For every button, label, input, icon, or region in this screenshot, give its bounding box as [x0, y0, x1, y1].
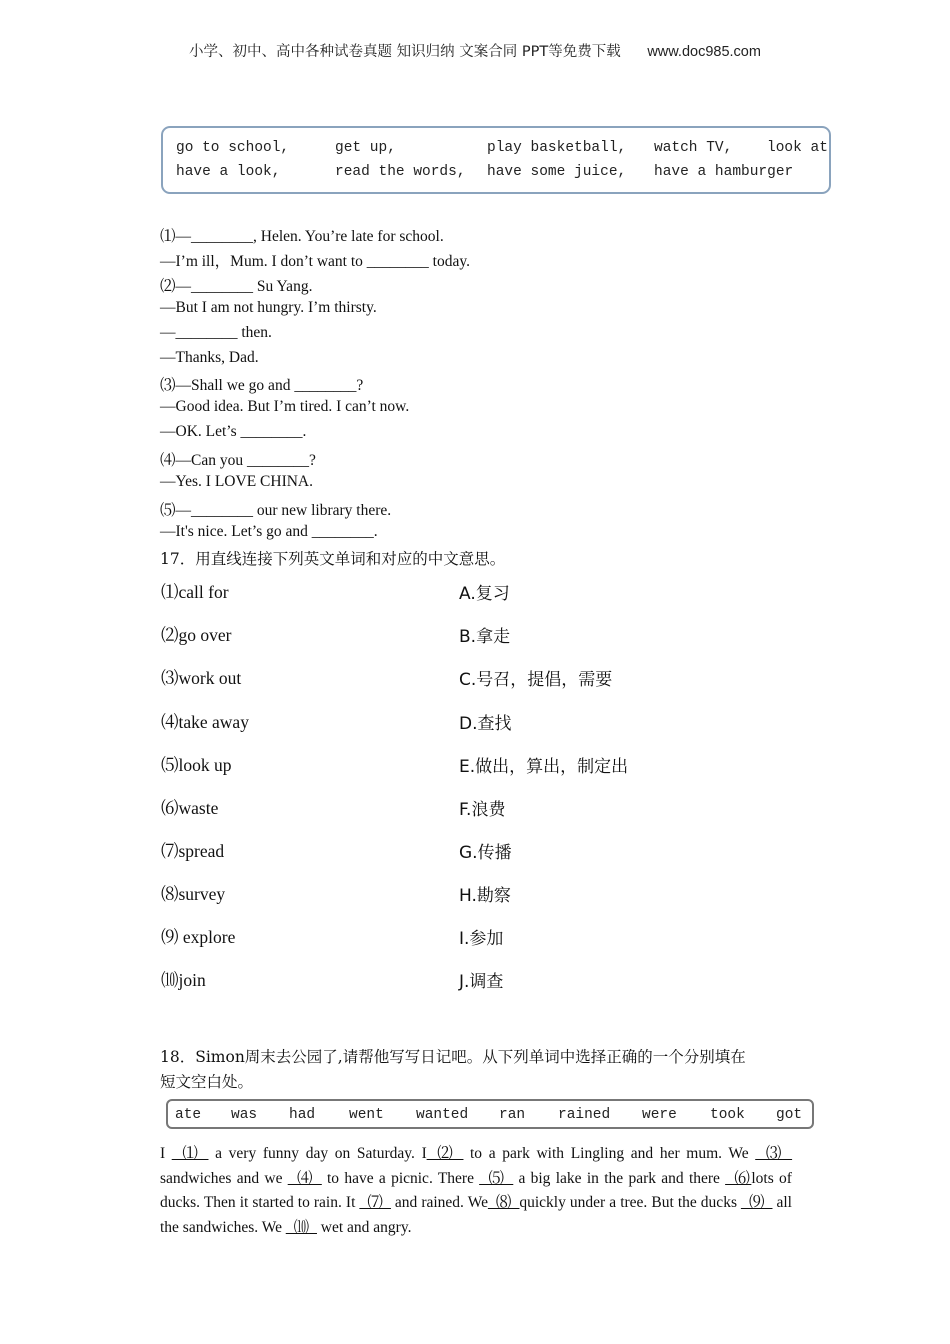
word-bank-item: have some juice, — [487, 164, 627, 180]
passage-text: a big lake in the park and there — [513, 1169, 726, 1187]
match-right-item: H.勘察 — [459, 886, 511, 906]
word-bank-box — [161, 126, 831, 194]
blank-5[interactable]: _⑸_ — [479, 1169, 514, 1187]
word-choice-item: wanted — [416, 1107, 469, 1123]
dialogue-line: —Good idea. But I’m tired. I can’t now. — [160, 398, 410, 415]
word-bank-item: get up, — [335, 140, 396, 156]
passage-text: all the sandwiches. We — [160, 1194, 792, 1237]
word-bank-item: have a hamburger — [654, 164, 794, 180]
match-right-item: C.号召，提倡，需要 — [459, 670, 613, 690]
question-18-title-line2: 短文空白处。 — [160, 1073, 254, 1091]
word-bank-item: have a look, — [176, 164, 281, 180]
dialogue-line: —Thanks, Dad. — [160, 349, 259, 366]
blank-7[interactable]: _⑺_ — [359, 1194, 391, 1212]
word-choice-item: took — [710, 1107, 745, 1123]
word-choice-item: was — [231, 1107, 258, 1123]
header-site-link[interactable]: www.doc985.com — [647, 44, 761, 60]
word-bank-item: play basketball, — [487, 140, 627, 156]
match-right-item: F.浪费 — [459, 800, 506, 820]
dialogue-line: —________ then. — [160, 324, 272, 341]
word-choice-item: ran — [499, 1107, 526, 1123]
match-right-item: D.查找 — [459, 714, 512, 734]
passage-text: I — [160, 1145, 172, 1162]
word-bank-item: watch TV, — [654, 140, 733, 156]
dialogue-line: —OK. Let’s ________. — [160, 423, 307, 440]
passage-text: lots of ducks. Then it started to rain. It — [160, 1169, 792, 1212]
word-choice-box — [166, 1099, 814, 1129]
blank-9[interactable]: _⑼_ — [741, 1194, 773, 1212]
passage-text: sandwiches and we — [160, 1169, 288, 1187]
blank-10[interactable]: _⑽_ — [285, 1219, 317, 1237]
match-left-item: ⑷take away — [161, 712, 249, 732]
match-right-item: J.调查 — [459, 972, 504, 992]
word-choice-item: rained — [558, 1107, 611, 1123]
passage-text: quickly under a tree. But the ducks — [519, 1194, 742, 1212]
dialogue-line: ⑵—________ Su Yang. — [160, 278, 313, 295]
word-bank-item: look at — [767, 140, 828, 156]
match-left-item: ⑹waste — [161, 798, 219, 818]
blank-2[interactable]: _⑵_ — [426, 1145, 464, 1162]
word-bank-item: go to school, — [176, 140, 290, 156]
header-title: 小学、初中、高中各种试卷真题 知识归纳 文案合同 PPT等免费下载 — [189, 44, 621, 60]
match-left-item: ⑼ explore — [161, 927, 236, 947]
word-choice-item: were — [642, 1107, 677, 1123]
word-bank-item: read the words, — [335, 164, 466, 180]
word-choice-item: got — [776, 1107, 803, 1123]
passage-text: and rained. We — [390, 1194, 488, 1212]
question-18-title-line1: 18．Simon周末去公园了,请帮他写写日记吧。从下列单词中选择正确的一个分别填在 — [160, 1048, 746, 1066]
match-left-item: ⑺spread — [161, 841, 225, 861]
match-left-item: ⑴call for — [161, 582, 229, 602]
blank-8[interactable]: _⑻_ — [487, 1194, 520, 1212]
word-choice-item: went — [349, 1107, 384, 1123]
match-left-item: ⑸look up — [161, 755, 232, 775]
dialogue-line: —Yes. I LOVE CHINA. — [160, 473, 313, 490]
match-left-item: ⑵go over — [161, 625, 232, 645]
dialogue-line: —I’m ill，Mum. I don’t want to ________ today. — [160, 253, 470, 270]
passage-text: wet and angry. — [316, 1219, 412, 1237]
match-right-item: E.做出，算出，制定出 — [459, 757, 629, 777]
match-right-item: G.传播 — [459, 843, 512, 863]
blank-1[interactable]: _⑴_ — [171, 1145, 209, 1162]
match-left-item: ⑽join — [161, 970, 206, 990]
match-left-item: ⑶work out — [161, 668, 242, 688]
dialogue-line: ⑶—Shall we go and ________? — [160, 377, 364, 394]
dialogue-line: ⑴—________, Helen. You’re late for school. — [160, 228, 444, 245]
blank-6[interactable]: _⑹ — [725, 1169, 752, 1187]
dialogue-line: —But I am not hungry. I’m thirsty. — [160, 299, 377, 316]
passage-text: to have a picnic. There — [321, 1169, 480, 1187]
dialogue-line: ⑷—Can you ________? — [160, 452, 316, 469]
word-choice-item: ate — [175, 1107, 202, 1123]
blank-4[interactable]: _⑷_ — [287, 1169, 322, 1187]
question-17-title: 17．用直线连接下列英文单词和对应的中文意思。 — [160, 550, 506, 568]
passage-text: to a park with Lingling and her mum. We — [463, 1145, 756, 1162]
cloze-passage — [160, 1142, 792, 1241]
match-left-item: ⑻survey — [161, 884, 226, 904]
word-choice-item: had — [289, 1107, 316, 1123]
page-header — [0, 40, 950, 61]
match-right-item: I.参加 — [459, 929, 504, 949]
match-right-item: A.复习 — [459, 584, 510, 604]
match-right-item: B.拿走 — [459, 627, 511, 647]
blank-3[interactable]: _⑶_ — [755, 1145, 792, 1162]
dialogue-line: —It's nice. Let’s go and ________. — [160, 523, 378, 540]
passage-text: a very funny day on Saturday. I — [208, 1145, 427, 1162]
dialogue-line: ⑸—________ our new library there. — [160, 502, 392, 519]
